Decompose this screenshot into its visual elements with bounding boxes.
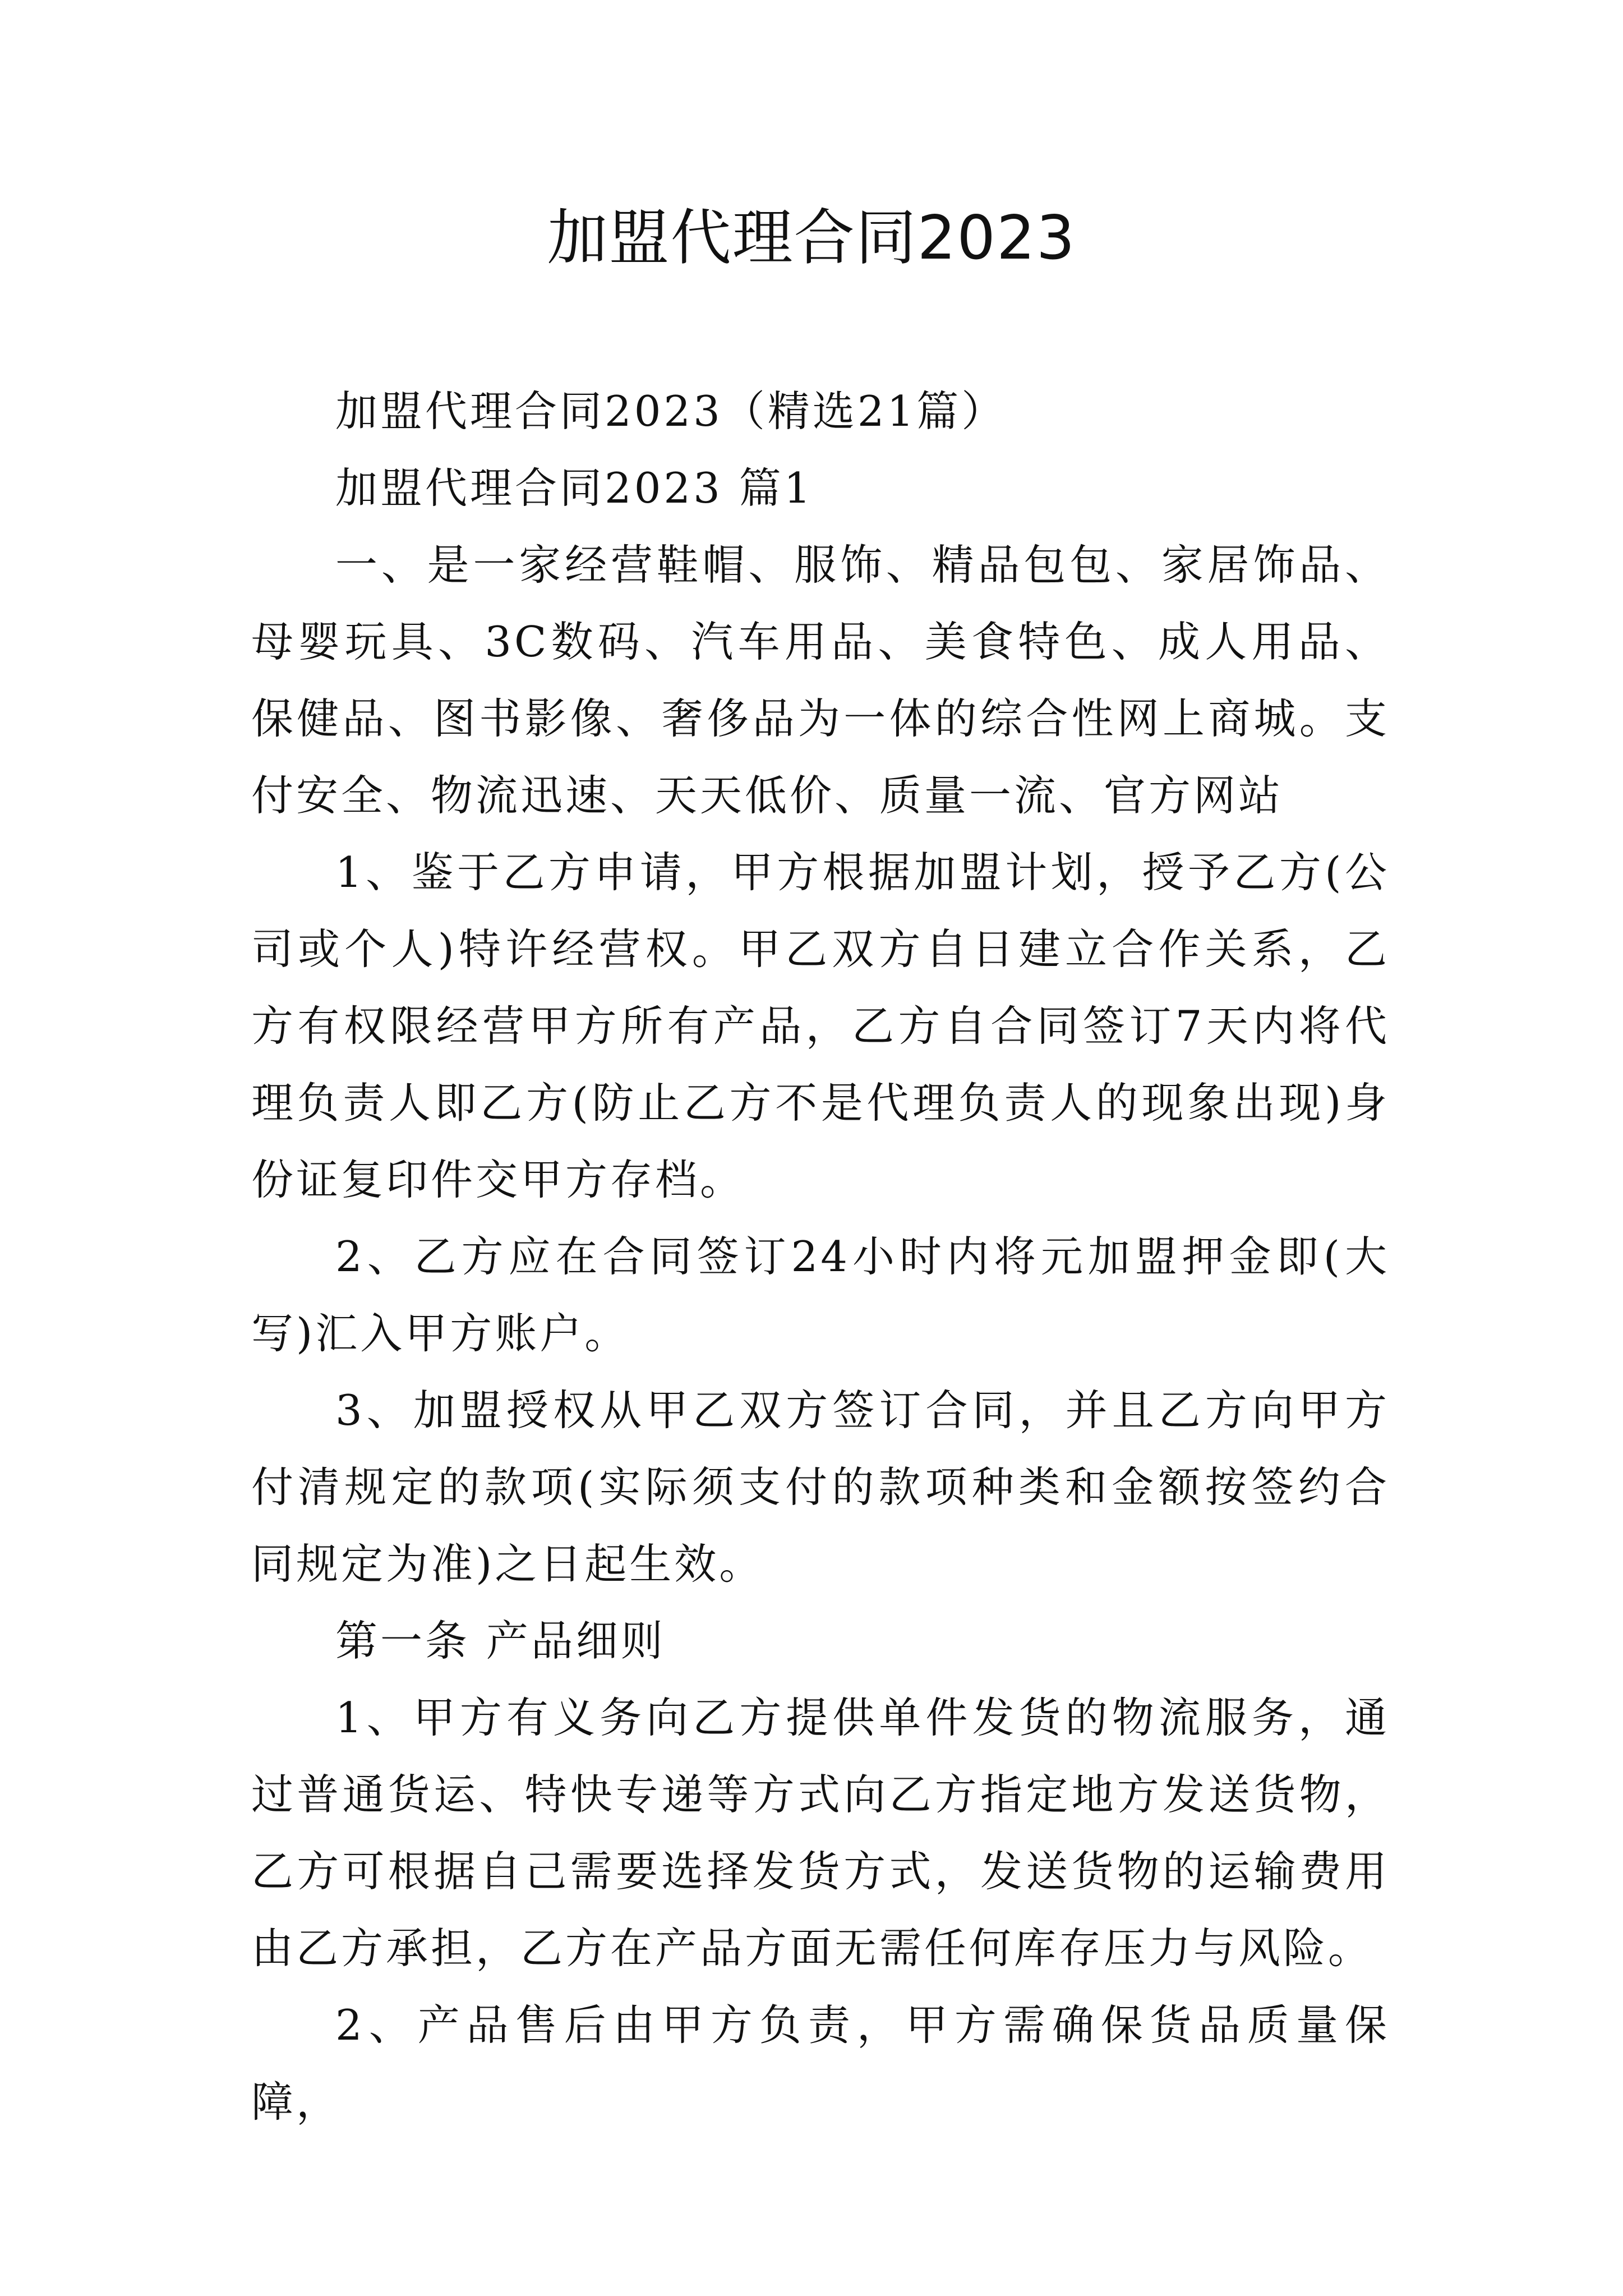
paragraph-intro: 一、是一家经营鞋帽、服饰、精品包包、家居饰品、母婴玩具、3C数码、汽车用品、美食特色、成人用品、保健品、图书影像、奢侈品为一体的综合性网上商城。支付安全、物流迅速、天天低价、质量一流、官方网站 [251,540,1390,820]
paragraph-article-item-1: 1、甲方有义务向乙方提供单件发货的物流服务，通过普通货运、特快专递等方式向乙方指定地方发送货物，乙方可根据自己需要选择发货方式，发送货物的运输费用由乙方承担，乙方在产品方面无需任何库存压力与风险。 [251,1693,1390,1973]
paragraph-article-heading: 第一条 产品细则 [335,1616,666,1665]
document-title: 加盟代理合同2023 [547,203,1076,273]
document-body [251,373,1390,2141]
paragraph-clause-2: 2、乙方应在合同签订24小时内将元加盟押金即(大写)汇入甲方账户。 [251,1232,1390,1358]
paragraph-clause-3: 3、加盟授权从甲乙双方签订合同，并且乙方向甲方付清规定的款项(实际须支付的款项种类和金额按签约合同规定为准)之日起生效。 [251,1386,1390,1589]
paragraph-article-item-2: 2、产品售后由甲方负责，甲方需确保货品质量保障， [251,2000,1390,2127]
paragraph-clause-1: 1、鉴于乙方申请，甲方根据加盟计划，授予乙方(公司或个人)特许经营权。甲乙双方自日建立合作关系，乙方有权限经营甲方所有产品，乙方自合同签订7天内将代理负责人即乙方(防止乙方不是代理负责人的现象出现)身份证复印件交甲方存档。 [251,848,1390,1204]
paragraph-subtitle: 加盟代理合同2023（精选21篇） [335,386,1007,436]
paragraph-section-heading: 加盟代理合同2023 篇1 [335,463,814,513]
